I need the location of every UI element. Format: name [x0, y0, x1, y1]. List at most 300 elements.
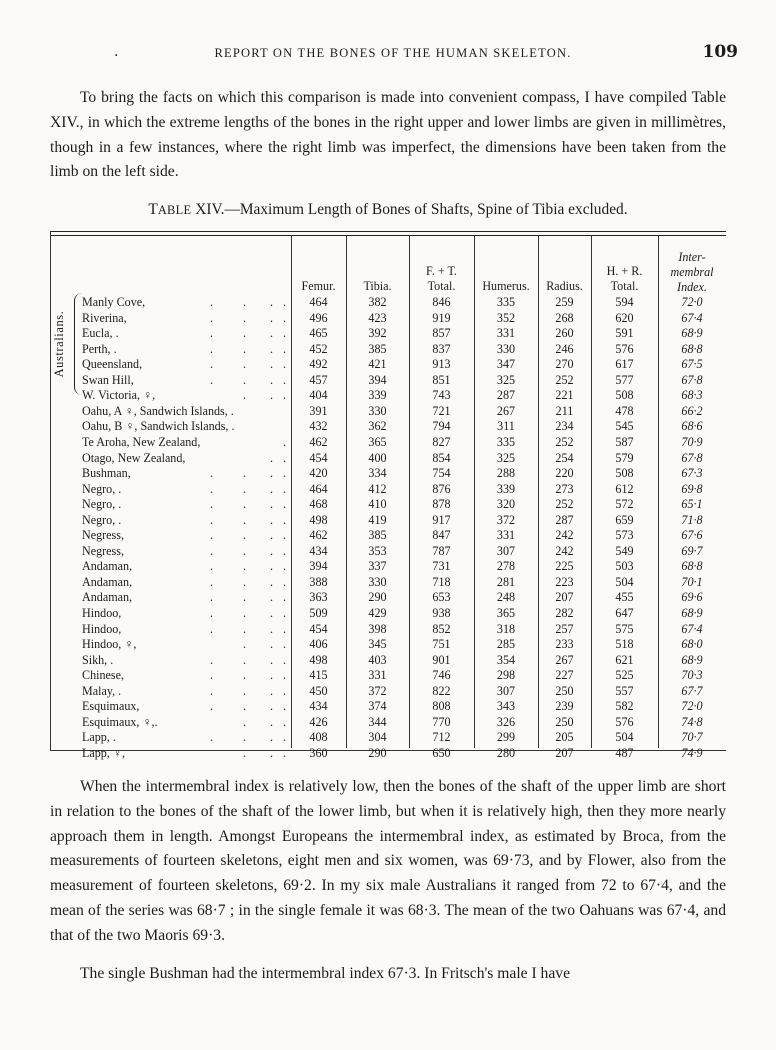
cell-humerus: 287	[496, 388, 516, 403]
leader-dot: .	[210, 357, 214, 372]
cell-hr: 617	[615, 357, 634, 372]
cell-radius: 211	[555, 403, 574, 418]
leader-dot: .	[243, 574, 247, 589]
table-row	[50, 311, 726, 326]
cell-hr: 478	[615, 403, 634, 418]
cell-radius: 252	[555, 434, 574, 449]
leader-dot: .	[210, 621, 214, 636]
leader-dot: .	[270, 699, 274, 714]
leader-dot: .	[283, 434, 287, 449]
row-label: Andaman,	[82, 590, 133, 605]
running-header	[48, 44, 738, 66]
leader-dot: .	[270, 341, 274, 356]
cell-femur: 432	[309, 419, 328, 434]
row-label: Queensland,	[82, 357, 143, 372]
cell-index: 74·9	[681, 745, 703, 760]
cell-tibia: 339	[368, 388, 387, 403]
leader-dot: .	[270, 310, 274, 325]
table-row	[50, 622, 726, 637]
caption-label-first: T	[148, 201, 158, 218]
cell-hr: 576	[615, 714, 634, 729]
cell-tibia: 290	[368, 745, 387, 760]
cell-hr: 455	[615, 590, 634, 605]
cell-ft: 851	[432, 372, 451, 387]
cell-radius: 242	[555, 543, 574, 558]
cell-index: 67·5	[681, 357, 703, 372]
cell-index: 68·6	[681, 419, 703, 434]
leader-dot: .	[243, 512, 247, 527]
leader-dot: .	[270, 372, 274, 387]
cell-hr: 549	[615, 543, 634, 558]
leader-dot: .	[283, 652, 287, 667]
leader-dot: .	[283, 606, 287, 620]
row-label: Negro, .	[82, 512, 122, 527]
cell-femur: 420	[309, 466, 328, 481]
cell-femur: 394	[309, 559, 328, 574]
cell-femur: 464	[309, 481, 328, 496]
cell-humerus: 325	[496, 372, 516, 387]
leader-dot: .	[270, 714, 274, 729]
cell-index: 71·8	[681, 512, 703, 527]
cell-ft: 878	[432, 497, 451, 512]
cell-index: 70·9	[681, 434, 703, 449]
leader-dot: .	[270, 621, 274, 636]
row-label: Sikh, .	[82, 652, 114, 667]
leader-dot: .	[283, 699, 287, 714]
leader-dot: .	[270, 606, 274, 620]
row-label: Negress,	[82, 528, 124, 543]
header-tibia: Tibia.	[363, 279, 392, 293]
cell-ft: 731	[432, 559, 451, 574]
cell-ft: 650	[432, 745, 451, 760]
cell-hr: 612	[615, 481, 634, 496]
cell-tibia: 423	[368, 310, 387, 325]
cell-tibia: 382	[368, 295, 387, 309]
leader-dot: .	[210, 326, 214, 341]
table-row	[50, 653, 726, 668]
cell-femur: 468	[309, 497, 328, 512]
leader-dot: .	[270, 559, 274, 574]
row-label: Te Aroha, New Zealand,	[82, 434, 201, 449]
cell-index: 67·4	[681, 621, 703, 636]
leader-dot: .	[283, 388, 287, 403]
cell-tibia: 410	[368, 497, 387, 512]
leader-dot: .	[283, 497, 287, 512]
cell-tibia: 304	[368, 730, 387, 745]
table-row	[50, 544, 726, 559]
caption-label-rest: ABLE	[157, 203, 192, 217]
cell-hr: 577	[615, 372, 634, 387]
leader-dot: .	[283, 730, 287, 745]
cell-tibia: 337	[368, 559, 387, 574]
cell-humerus: 347	[496, 357, 516, 372]
cell-femur: 457	[309, 372, 328, 387]
cell-index: 68·0	[681, 637, 703, 652]
leader-dot: .	[210, 481, 214, 496]
cell-radius: 287	[555, 512, 574, 527]
cell-femur: 454	[309, 621, 328, 636]
leader-dot: .	[270, 543, 274, 558]
cell-ft: 876	[432, 481, 451, 496]
bone-length-table	[50, 231, 726, 760]
leader-dot: .	[270, 512, 274, 527]
leader-dot: .	[283, 481, 287, 496]
cell-ft: 938	[432, 606, 451, 620]
leader-dot: .	[283, 466, 287, 481]
cell-radius: 252	[555, 372, 574, 387]
cell-ft: 917	[432, 512, 451, 527]
leader-dot: .	[210, 730, 214, 745]
row-label: Chinese,	[82, 668, 124, 683]
cell-femur: 465	[309, 326, 328, 341]
cell-tibia: 385	[368, 341, 387, 356]
cell-radius: 239	[555, 699, 574, 714]
cell-femur: 404	[309, 388, 328, 403]
table-top-rule-inner	[50, 235, 726, 236]
leader-dot: .	[270, 326, 274, 341]
cell-index: 67·7	[681, 683, 703, 698]
table-row	[50, 482, 726, 497]
leader-dot: .	[270, 497, 274, 512]
cell-femur: 450	[309, 683, 328, 698]
leader-dot: .	[210, 466, 214, 481]
leader-dot: .	[283, 745, 287, 760]
cell-tibia: 372	[368, 683, 387, 698]
cell-radius: 273	[555, 481, 574, 496]
cell-humerus: 299	[496, 730, 516, 745]
cell-radius: 252	[555, 497, 574, 512]
cell-humerus: 335	[496, 295, 516, 309]
leader-dot: .	[210, 606, 214, 620]
row-label: Esquimaux, ♀,.	[82, 714, 158, 729]
table-row	[50, 699, 726, 714]
leader-dot: .	[270, 528, 274, 543]
table-caption	[0, 201, 776, 219]
leader-dot: .	[283, 357, 287, 372]
leader-dot: .	[243, 326, 247, 341]
cell-ft: 754	[432, 466, 451, 481]
table-row	[50, 559, 726, 574]
leader-dot: .	[210, 574, 214, 589]
leader-dot: .	[243, 668, 247, 683]
cell-ft: 827	[432, 434, 451, 449]
cell-radius: 250	[555, 714, 574, 729]
leader-dot: .	[283, 621, 287, 636]
leader-dot: .	[210, 652, 214, 667]
leader-dot: .	[243, 606, 247, 620]
cell-index: 66·2	[681, 403, 703, 418]
cell-hr: 659	[615, 512, 634, 527]
leader-dot: .	[283, 637, 287, 652]
cell-radius: 205	[555, 730, 574, 745]
header-radius: Radius.	[546, 279, 583, 293]
cell-femur: 360	[309, 745, 328, 760]
table-row	[50, 684, 726, 699]
discussion-paragraph: When the intermembral index is relatively low, then the bones of the shaft of the upper limb are short in relation to the bones of the shaft of the lower limb, but when it is relatively high, then they more nearly approach them in length. Amongst Europeans the intermembral index, as estimated by Broca, from the measurements of fourteen skeletons, eight men and six women, was 69·73, and by Flower, also from the measurement of fourteen skeletons, 69·2. In my six male Australians it ranged from 72 to 67·4, and the mean of the series was 68·7 ; in the single female it was 68·3. The mean of the two Oahuans was 67·4, and that of the two Maoris 69·3.	[50, 778, 726, 944]
cell-humerus: 320	[496, 497, 516, 512]
intro-paragraph: To bring the facts on which this comparison is made into convenient compass, I have compiled Table XIV., in which the extreme lengths of the bones in the right upper and lower limbs are given in millimètres, though in a few instances, where the right limb was imperfect, the dimensions have been taken from the limb on the left side.	[50, 89, 726, 181]
row-label: Andaman,	[82, 574, 133, 589]
cell-femur: 454	[309, 450, 328, 465]
row-label: Lapp, ♀,	[82, 745, 125, 760]
cell-radius: 254	[555, 450, 574, 465]
cell-ft: 751	[432, 637, 451, 652]
cell-hr: 545	[615, 419, 634, 434]
row-label: Oahu, B ♀, Sandwich Islands, .	[82, 419, 235, 434]
cell-ft: 919	[432, 310, 451, 325]
cell-index: 67·8	[681, 372, 703, 387]
cell-humerus: 318	[496, 621, 516, 636]
cell-radius: 207	[555, 745, 574, 760]
bushman-paragraph: The single Bushman had the intermembral index 67·3. In Fritsch's male I have	[80, 965, 570, 982]
leader-dot: .	[210, 512, 214, 527]
page-number: 109	[702, 42, 738, 62]
cell-radius: 221	[555, 388, 574, 403]
cell-radius: 250	[555, 683, 574, 698]
cell-index: 68·3	[681, 388, 703, 403]
row-label: Bushman,	[82, 466, 131, 481]
cell-humerus: 331	[496, 326, 516, 341]
leader-dot: .	[270, 357, 274, 372]
cell-index: 69·7	[681, 543, 703, 558]
leader-dot: .	[243, 372, 247, 387]
cell-index: 74·8	[681, 714, 703, 729]
cell-tibia: 400	[368, 450, 387, 465]
cell-tibia: 429	[368, 606, 387, 620]
cell-humerus: 280	[496, 745, 516, 760]
table-row	[50, 513, 726, 528]
leader-dot: .	[243, 683, 247, 698]
cell-tibia: 385	[368, 528, 387, 543]
cell-tibia: 353	[368, 543, 387, 558]
leader-dot: .	[270, 466, 274, 481]
cell-ft: 852	[432, 621, 451, 636]
cell-humerus: 352	[496, 310, 516, 325]
cell-radius: 234	[555, 419, 574, 434]
cell-humerus: 267	[496, 403, 516, 418]
cell-humerus: 307	[496, 683, 516, 698]
leader-dot: .	[210, 559, 214, 574]
table-row	[50, 451, 726, 466]
leader-dot: .	[243, 341, 247, 356]
header-intermembral-index: Inter- membral Index.	[670, 250, 714, 294]
leader-dot: .	[270, 652, 274, 667]
table-row	[50, 419, 726, 434]
cell-humerus: 307	[496, 543, 516, 558]
cell-ft: 721	[432, 403, 451, 418]
cell-femur: 496	[309, 310, 328, 325]
cell-hr: 575	[615, 621, 634, 636]
table-row	[50, 637, 726, 652]
leader-dot: .	[243, 699, 247, 714]
cell-radius: 220	[555, 466, 574, 481]
table-row	[50, 715, 726, 730]
leader-dot: .	[283, 590, 287, 605]
table-row	[50, 575, 726, 590]
cell-tibia: 362	[368, 419, 387, 434]
row-label: Andaman,	[82, 559, 133, 574]
cell-index: 69·8	[681, 481, 703, 496]
leader-dot: .	[283, 559, 287, 574]
row-label: Eucla, .	[82, 326, 119, 341]
cell-ft: 854	[432, 450, 451, 465]
leader-dot: .	[243, 310, 247, 325]
header-ft-total: F. + T. Total.	[426, 264, 457, 293]
cell-tibia: 374	[368, 699, 387, 714]
cell-hr: 508	[615, 388, 634, 403]
cell-tibia: 394	[368, 372, 387, 387]
cell-radius: 259	[555, 295, 574, 309]
leader-dot: .	[243, 357, 247, 372]
leader-dot: .	[270, 590, 274, 605]
cell-femur: 434	[309, 543, 328, 558]
cell-tibia: 290	[368, 590, 387, 605]
leader-dot: .	[243, 652, 247, 667]
leader-dot: .	[210, 295, 214, 309]
table-row	[50, 326, 726, 341]
cell-radius: 270	[555, 357, 574, 372]
cell-hr: 587	[615, 434, 634, 449]
cell-index: 70·3	[681, 668, 703, 683]
table-row	[50, 528, 726, 543]
leader-dot: .	[270, 668, 274, 683]
cell-index: 67·8	[681, 450, 703, 465]
cell-tibia: 345	[368, 637, 387, 652]
leader-dot: .	[243, 295, 247, 309]
cell-ft: 846	[432, 295, 451, 309]
leader-dot: .	[210, 497, 214, 512]
cell-hr: 582	[615, 699, 634, 714]
cell-femur: 434	[309, 699, 328, 714]
cell-hr: 572	[615, 497, 634, 512]
cell-hr: 487	[615, 745, 634, 760]
row-label: Riverina,	[82, 310, 127, 325]
cell-radius: 257	[555, 621, 574, 636]
cell-tibia: 403	[368, 652, 387, 667]
leader-dot: .	[243, 590, 247, 605]
cell-femur: 464	[309, 295, 328, 309]
cell-femur: 426	[309, 714, 328, 729]
leader-dot: .	[270, 388, 274, 403]
leader-dot: .	[270, 295, 274, 309]
cell-humerus: 330	[496, 341, 516, 356]
cell-index: 67·6	[681, 528, 703, 543]
cell-tibia: 392	[368, 326, 387, 341]
leader-dot: .	[243, 466, 247, 481]
table-top-rule	[50, 231, 726, 232]
cell-index: 68·8	[681, 559, 703, 574]
cell-femur: 363	[309, 590, 328, 605]
cell-hr: 621	[615, 652, 634, 667]
cell-index: 68·9	[681, 606, 703, 620]
cell-radius: 246	[555, 341, 574, 356]
leader-dot: .	[283, 326, 287, 341]
cell-hr: 504	[615, 574, 634, 589]
leader-dot: .	[243, 497, 247, 512]
leader-dot: .	[210, 372, 214, 387]
table-row	[50, 373, 726, 388]
leader-dot: .	[210, 310, 214, 325]
row-label: Manly Cove,	[82, 295, 146, 309]
leader-dot: .	[243, 388, 247, 403]
cell-ft: 746	[432, 668, 451, 683]
cell-hr: 594	[615, 295, 634, 309]
table-row	[50, 295, 726, 310]
running-title: REPORT ON THE BONES OF THE HUMAN SKELETON.	[214, 46, 572, 60]
cell-radius: 225	[555, 559, 574, 574]
leader-dot: .	[283, 450, 287, 465]
cell-hr: 504	[615, 730, 634, 745]
cell-radius: 282	[555, 606, 574, 620]
leader-dot: .	[270, 637, 274, 652]
leader-dot: .	[243, 637, 247, 652]
cell-hr: 557	[615, 683, 634, 698]
cell-ft: 913	[432, 357, 451, 372]
cell-hr: 579	[615, 450, 634, 465]
cell-index: 70·7	[681, 730, 703, 745]
cell-tibia: 398	[368, 621, 387, 636]
cell-humerus: 326	[496, 714, 516, 729]
cell-ft: 847	[432, 528, 451, 543]
cell-humerus: 331	[496, 528, 516, 543]
leader-dot: .	[243, 559, 247, 574]
cell-radius: 227	[555, 668, 574, 683]
row-label: Esquimaux,	[82, 699, 140, 714]
table-row	[50, 435, 726, 450]
cell-humerus: 325	[496, 450, 516, 465]
table-row	[50, 357, 726, 372]
cell-tibia: 334	[368, 466, 387, 481]
leader-dot: .	[270, 481, 274, 496]
cell-ft: 787	[432, 543, 451, 558]
leader-dot: .	[210, 699, 214, 714]
cell-femur: 415	[309, 668, 328, 683]
cell-tibia: 419	[368, 512, 387, 527]
cell-humerus: 311	[497, 419, 515, 434]
cell-tibia: 330	[368, 574, 387, 589]
cell-radius: 207	[555, 590, 574, 605]
cell-femur: 391	[309, 403, 328, 418]
row-label: Hindoo,	[82, 621, 122, 636]
leader-dot: .	[283, 543, 287, 558]
cell-radius: 268	[555, 310, 574, 325]
cell-femur: 498	[309, 652, 328, 667]
row-label: Swan Hill,	[82, 372, 134, 387]
cell-index: 68·9	[681, 326, 703, 341]
cell-ft: 743	[432, 388, 451, 403]
table-row	[50, 668, 726, 683]
row-label: Perth, .	[82, 341, 117, 356]
cell-femur: 498	[309, 512, 328, 527]
cell-humerus: 335	[496, 434, 516, 449]
leader-dot: .	[283, 310, 287, 325]
row-label: W. Victoria, ♀,	[82, 388, 156, 403]
table-row	[50, 388, 726, 403]
cell-ft: 808	[432, 699, 451, 714]
cell-ft: 718	[432, 574, 451, 589]
cell-femur: 509	[309, 606, 328, 620]
leader-dot: .	[283, 512, 287, 527]
leader-dot: .	[283, 683, 287, 698]
cell-tibia: 421	[368, 357, 387, 372]
leader-dot: .	[243, 543, 247, 558]
cell-humerus: 288	[496, 466, 516, 481]
cell-index: 68·9	[681, 652, 703, 667]
leader-dot: .	[243, 481, 247, 496]
australians-group-label: Australians.	[52, 310, 66, 378]
cell-humerus: 372	[496, 512, 516, 527]
cell-ft: 712	[432, 730, 451, 745]
